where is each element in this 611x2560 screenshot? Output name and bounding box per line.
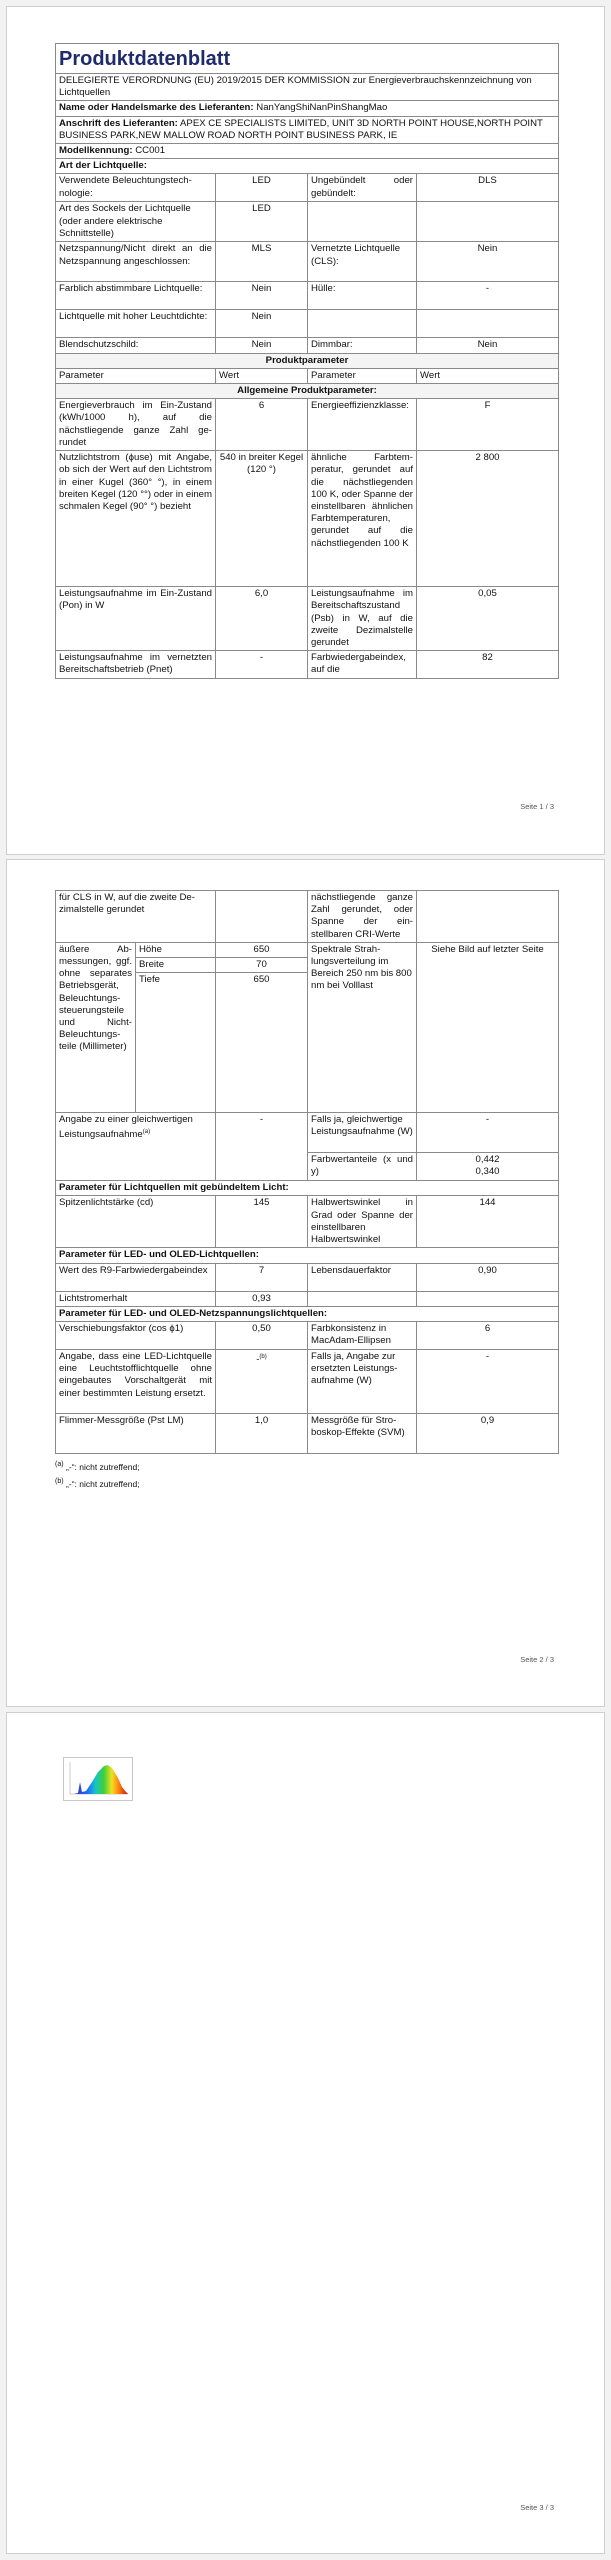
param-label: Energieverbrauch im Ein-Zustand (kWh/1000 h), auf die nächstliegende ganze Zahl gerundet [56,399,216,451]
param-label: Farbwiedergabeindex, auf die [308,651,417,679]
page-2-content [55,890,558,1491]
param-label: Verschiebungsfaktor (cos ϕ1) [56,1322,216,1350]
type-label: Ungebündelt oder gebündelt: [308,174,417,202]
param-label: ähnliche Farbtemperatur, gerundet auf die nächstliegenden 100 K, oder Spanne der einstellbaren ähnlichen Farbtemperaturen, gerundet auf die nächstliegenden 100 K [308,451,417,587]
type-label [308,202,417,242]
param-label: Leistungsaufnahme im Ein-Zustand (Pon) in W [56,587,216,651]
type-value: Nein [417,242,559,282]
general-params-header: Allgemeine Produktparameter: [56,384,559,399]
param-value [216,891,308,943]
param-value: 145 [216,1196,308,1248]
param-value: F [417,399,559,451]
param-label: Farbkonsistenz in MacAdam-Ellipsen [308,1322,417,1350]
page-title: Produktdatenblatt [56,44,559,74]
type-value: LED [216,174,308,202]
type-value [417,202,559,242]
model-row [56,144,559,159]
type-label: Lichtquelle mit hoher Leuchtdichte: [56,310,216,338]
datasheet-table-1 [55,43,559,679]
dim-name: Höhe [136,942,216,957]
param-value: 6 [216,399,308,451]
footnote-b [55,1474,558,1491]
param-label: Wert des R9-Farbwiedergabeindex [56,1263,216,1291]
product-params-header: Produktparameter [56,353,559,368]
param-value-cell [216,1350,308,1414]
param-label: Leistungsaufnahme im vernetzten Bereitschaftsbetrieb (Pnet) [56,651,216,679]
param-label: Falls ja, Angabe zur ersetzten Leistungsaufnahme (W) [308,1350,417,1414]
dim-value: 650 [216,973,308,1113]
type-label: Dimmbar: [308,338,417,353]
dimensions-label: äußere Abmessungen, ggf. ohne separates Betriebsgerät, Beleuchtungssteuerungsteile und Nicht-Beleuchtungsteile (Millimeter) [56,942,136,1112]
directional-header: Parameter für Lichtquellen mit gebündeltem Licht: [56,1181,559,1196]
param-value: 1,0 [216,1414,308,1454]
type-label: Vernetzte Lichtquelle (CLS): [308,242,417,282]
type-label: Art des Sockels der Lichtquelle (oder andere elektrische Schnittstelle) [56,202,216,242]
type-value: MLS [216,242,308,282]
param-label: Energieeffizienzklasse: [308,399,417,451]
led-header: Parameter für LED- und OLED-Lichtquellen: [56,1248,559,1263]
page-footer: Seite 1 / 3 [520,802,554,811]
supplier-name-label: Name oder Handelsmarke des Lieferanten: [59,102,254,114]
type-value: DLS [417,174,559,202]
col-header-param: Parameter [308,368,417,383]
equiv-label: Angabe zu einer gleichwertigen Leistungsaufnahme [59,1114,193,1141]
col-header-value: Wert [417,368,559,383]
footnote-text: „-“: nicht zutreffend; [66,1478,140,1489]
param-value: 0,90 [417,1263,559,1291]
param-label: Spitzenlichtstärke (cd) [56,1196,216,1248]
param-value: 6 [417,1322,559,1350]
spectral-value: Siehe Bild auf letzter Seite [417,942,559,1112]
page-footer: Seite 2 / 3 [520,1655,554,1664]
param-value: 6,0 [216,587,308,651]
param-value: - [417,1113,559,1153]
param-value: 144 [417,1196,559,1248]
param-value: 0,9 [417,1414,559,1454]
param-value [417,891,559,943]
page-3 [6,1712,605,2554]
type-value: Nein [216,310,308,338]
footnote-mark: (a) [55,1460,64,1469]
type-label: Farblich abstimmbare Lichtquelle: [56,282,216,310]
param-value: 0,93 [216,1291,308,1306]
param-value: - [256,1354,260,1366]
param-label [308,1291,417,1306]
type-label: Blendschutzschild: [56,338,216,353]
datasheet-table-2 [55,890,559,1454]
equiv-label-cell [56,1113,216,1181]
page-1-content [55,43,558,679]
model-label: Modellkennung: [59,145,133,157]
dim-name: Breite [136,958,216,973]
param-label: Falls ja, gleichwertige Leistungsaufnahme (W) [308,1113,417,1153]
supplier-address-row [56,116,559,143]
param-label: Leistungsaufnahme im Bereitschaftszustand (Psb) in W, auf die zweite Dezimalstelle gerundet [308,587,417,651]
param-value: 7 [216,1263,308,1291]
type-value: Nein [216,282,308,310]
page-footer: Seite 3 / 3 [520,2503,554,2512]
dim-value: 70 [216,958,308,973]
footnotes [55,1457,558,1491]
page-1 [6,6,605,855]
regulation-text: DELEGIERTE VERORDNUNG (EU) 2019/2015 DER KOMMISSION zur Energieverbrauchskennzeichnung von Lichtquellen [56,74,559,101]
param-label: Nutzlichtstrom (ϕuse) mit Angabe, ob sich der Wert auf den Lichtstrom in einer Kugel (360° °), in einem breiten Kegel (120 °°) oder in einem schmalen Kegel (90° °) bezieht [56,451,216,587]
type-value: LED [216,202,308,242]
param-label: Angabe, dass eine LED-Lichtquelle eine Leuchtstofflichtquelle ohne eingebautes Vorschaltgerät mit einer bestimmten Leistung ersetzt. [56,1350,216,1414]
param-label: Flimmer-Messgröße (Pst LM) [56,1414,216,1454]
spectral-label: Spektrale Strahlungsverteilung im Bereich 250 nm bis 800 nm bei Volllast [308,942,417,1112]
supplier-address-label: Anschrift des Lieferanten: [59,117,178,129]
footnote-mark: (b) [259,1354,267,1361]
type-label: Verwendete Beleuchtungstechnologie: [56,174,216,202]
type-value: Nein [417,338,559,353]
type-label [308,310,417,338]
param-value: - [216,651,308,679]
type-label: Netzspannung/Nicht direkt an die Netzspannung angeschlossen: [56,242,216,282]
chroma-value: 0,442 0,340 [417,1153,559,1181]
page-2 [6,859,605,1707]
param-value: 540 in breiter Kegel (120 °) [216,451,308,587]
param-label: Lichtstromerhalt [56,1291,216,1306]
type-value [417,310,559,338]
param-value: 0,50 [216,1322,308,1350]
param-value: - [417,1350,559,1414]
supplier-name: NanYangShiNanPinShangMao [256,102,388,114]
type-value: Nein [216,338,308,353]
param-label: Halbwertswinkel in Grad oder Spanne der einstellbaren Halbwertswinkel [308,1196,417,1248]
param-label: Messgröße für Stroboskop-Effekte (SVM) [308,1414,417,1454]
param-value: 0,05 [417,587,559,651]
param-value [417,1291,559,1306]
param-label: nächstliegende ganze Zahl gerundet, oder Spanne der einstellbaren CRI-Werte [308,891,417,943]
supplier-name-row [56,101,559,116]
chroma-label: Farbwertanteile (x und y) [308,1153,417,1181]
spectrum-curve [74,1765,128,1794]
type-value: - [417,282,559,310]
spectrum-graphic [64,1758,132,1800]
param-label: für CLS in W, auf die zweite Dezimalstelle gerundet [56,891,216,943]
mains-header: Parameter für LED- und OLED-Netzspannungslichtquellen: [56,1306,559,1321]
footnote-mark: (a) [142,1129,151,1136]
equiv-value: - [216,1113,308,1181]
param-value: 82 [417,651,559,679]
type-header: Art der Lichtquelle: [56,159,559,174]
type-label: Hülle: [308,282,417,310]
footnote-text: „-“: nicht zutreffend; [66,1461,140,1472]
col-header-param: Parameter [56,368,216,383]
footnote-mark: (b) [55,1476,64,1485]
dim-name: Tiefe [136,973,216,1113]
col-header-value: Wert [216,368,308,383]
param-value: 2 800 [417,451,559,587]
model-value: CC001 [135,145,166,157]
param-label: Lebensdauerfaktor [308,1263,417,1291]
supplier-address: APEX CE SPECIALISTS LIMITED, UNIT 3D NORTH POINT HOUSE,NORTH POINT BUSINESS PARK,NEW MALLOW ROAD NORTH POINT BUSINESS PARK, IE [59,117,543,141]
spectrum-image [63,1757,133,1801]
footnote-a [55,1457,558,1474]
dim-value: 650 [216,942,308,957]
